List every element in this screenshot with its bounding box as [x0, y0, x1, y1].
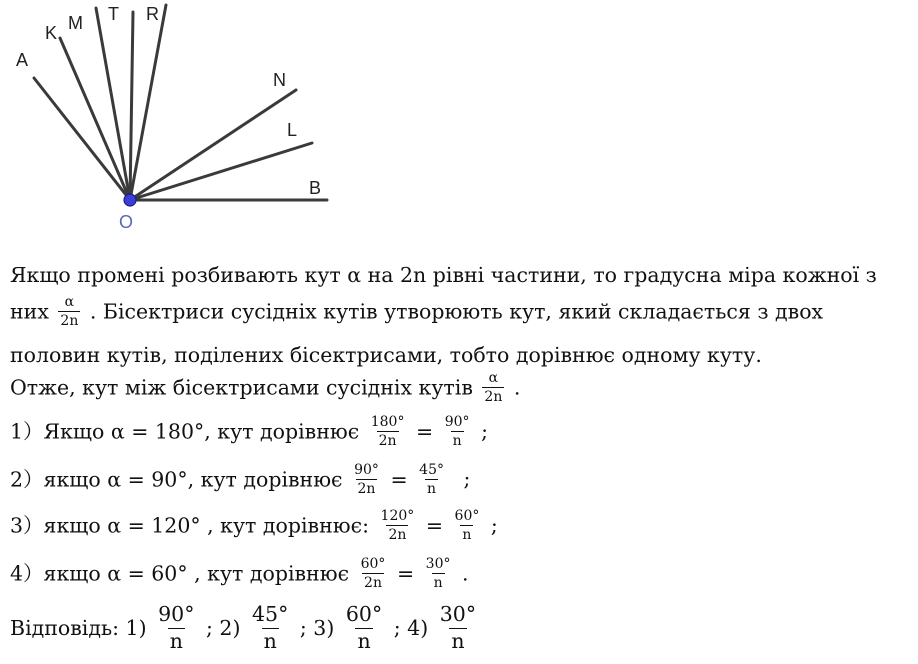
case-line-2 — [10, 462, 470, 497]
fraction-denominator: n — [427, 481, 437, 498]
fraction-denominator: n — [169, 628, 183, 653]
fraction-denominator: n — [357, 628, 371, 653]
label-l: L — [287, 120, 298, 140]
conclusion-line — [10, 370, 520, 405]
label-r: R — [146, 4, 159, 24]
fraction-alpha-2n — [58, 294, 80, 329]
fraction-alpha-2n — [482, 370, 504, 405]
answer-separator: ; 2) — [206, 615, 241, 640]
fraction-denominator: n — [263, 628, 277, 653]
label-t: T — [108, 4, 119, 24]
fraction-angle-2n — [379, 508, 417, 543]
fraction-numerator: 45° — [252, 602, 289, 626]
fraction-denominator: 2n — [60, 313, 79, 330]
case-line-3 — [10, 508, 498, 543]
fraction-numerator: 90° — [158, 602, 195, 626]
case-end: ; — [490, 513, 498, 538]
ray-or — [130, 5, 166, 200]
label-o: O — [119, 212, 134, 232]
fraction-numerator: 90° — [444, 414, 470, 430]
answer-line — [10, 603, 481, 653]
answer-fraction-3 — [344, 603, 384, 653]
fraction-angle-2n — [352, 462, 381, 497]
fraction-angle-2n — [369, 414, 407, 449]
conclusion-end: . — [513, 375, 521, 400]
answer-fraction-4 — [438, 603, 478, 653]
fraction-numerator: α — [488, 370, 499, 386]
ray-ol — [130, 143, 312, 200]
label-k: K — [45, 23, 58, 43]
fraction-numerator: 30° — [439, 602, 477, 626]
fraction-angle-2n — [359, 556, 388, 591]
answer-fraction-1 — [156, 603, 196, 653]
vertex-point-o — [124, 194, 136, 206]
case-text: 1）Якщо α = 180°, кут дорівнює — [10, 419, 360, 444]
answer-label: Відповідь: 1) — [10, 615, 147, 640]
case-line-4 — [10, 556, 469, 591]
ray-on — [130, 90, 296, 200]
case-text: 3）якщо α = 120° , кут дорівнює: — [10, 513, 370, 538]
equals-sign: = — [425, 513, 443, 538]
fraction-angle-n — [417, 462, 446, 497]
fraction-angle-n — [424, 556, 453, 591]
label-a: A — [16, 50, 29, 70]
fraction-numerator: 120° — [380, 508, 415, 524]
case-text: 4）якщо α = 60° , кут дорівнює — [10, 561, 350, 586]
fraction-numerator: 60° — [360, 556, 386, 572]
ray-oa — [34, 78, 130, 200]
answer-separator: ; 3) — [299, 615, 335, 640]
case-end: ; — [481, 419, 488, 444]
fraction-numerator: 60° — [345, 602, 383, 626]
fraction-denominator: n — [433, 575, 443, 592]
equals-sign: = — [416, 419, 434, 444]
fraction-numerator: α — [64, 294, 75, 310]
case-line-1 — [10, 414, 488, 449]
case-end: ; — [463, 467, 471, 492]
fraction-denominator: 2n — [378, 433, 397, 450]
fraction-denominator: n — [452, 433, 462, 450]
fraction-denominator: 2n — [357, 481, 376, 498]
answer-fraction-2 — [250, 603, 290, 653]
angle-rays-figure — [0, 0, 340, 240]
fraction-denominator: 2n — [364, 575, 382, 592]
fraction-angle-n — [453, 508, 482, 543]
fraction-numerator: 60° — [454, 508, 480, 524]
text-bisectors: . Бісектриси сусідніх кутів утворюють кут, який складається з двох — [89, 299, 824, 324]
fraction-numerator: 45° — [419, 462, 444, 478]
equals-sign: = — [396, 561, 415, 586]
answer-separator: ; 4) — [393, 615, 429, 640]
paragraph-line-3: половин кутів, поділених бісектрисами, тобто дорівнює одному куту. — [10, 343, 762, 367]
fraction-denominator: 2n — [388, 527, 407, 544]
paragraph-line-2 — [10, 294, 823, 329]
label-b: B — [309, 178, 322, 198]
equals-sign: = — [390, 467, 408, 492]
fraction-numerator: 90° — [354, 462, 379, 478]
fraction-denominator: n — [451, 628, 465, 653]
label-n: N — [273, 70, 286, 90]
label-m: M — [68, 13, 83, 33]
fraction-numerator: 30° — [425, 556, 451, 572]
fraction-denominator: n — [462, 527, 472, 544]
fraction-denominator: 2n — [484, 389, 503, 406]
fraction-angle-n — [443, 414, 472, 449]
fraction-numerator: 180° — [370, 414, 405, 430]
ray-ot — [130, 12, 133, 200]
case-text: 2）якщо α = 90°, кут дорівнює — [10, 467, 343, 492]
ray-om — [96, 8, 130, 200]
conclusion-text: Отже, кут між бісектрисами сусідніх кутів — [10, 375, 473, 400]
case-end: . — [462, 561, 469, 586]
paragraph-line-1: Якщо промені розбивають кут α на 2n рівні частини, то градусна міра кожної з — [10, 263, 877, 287]
ray-ok — [60, 38, 130, 200]
text-nyh: них — [10, 299, 49, 324]
